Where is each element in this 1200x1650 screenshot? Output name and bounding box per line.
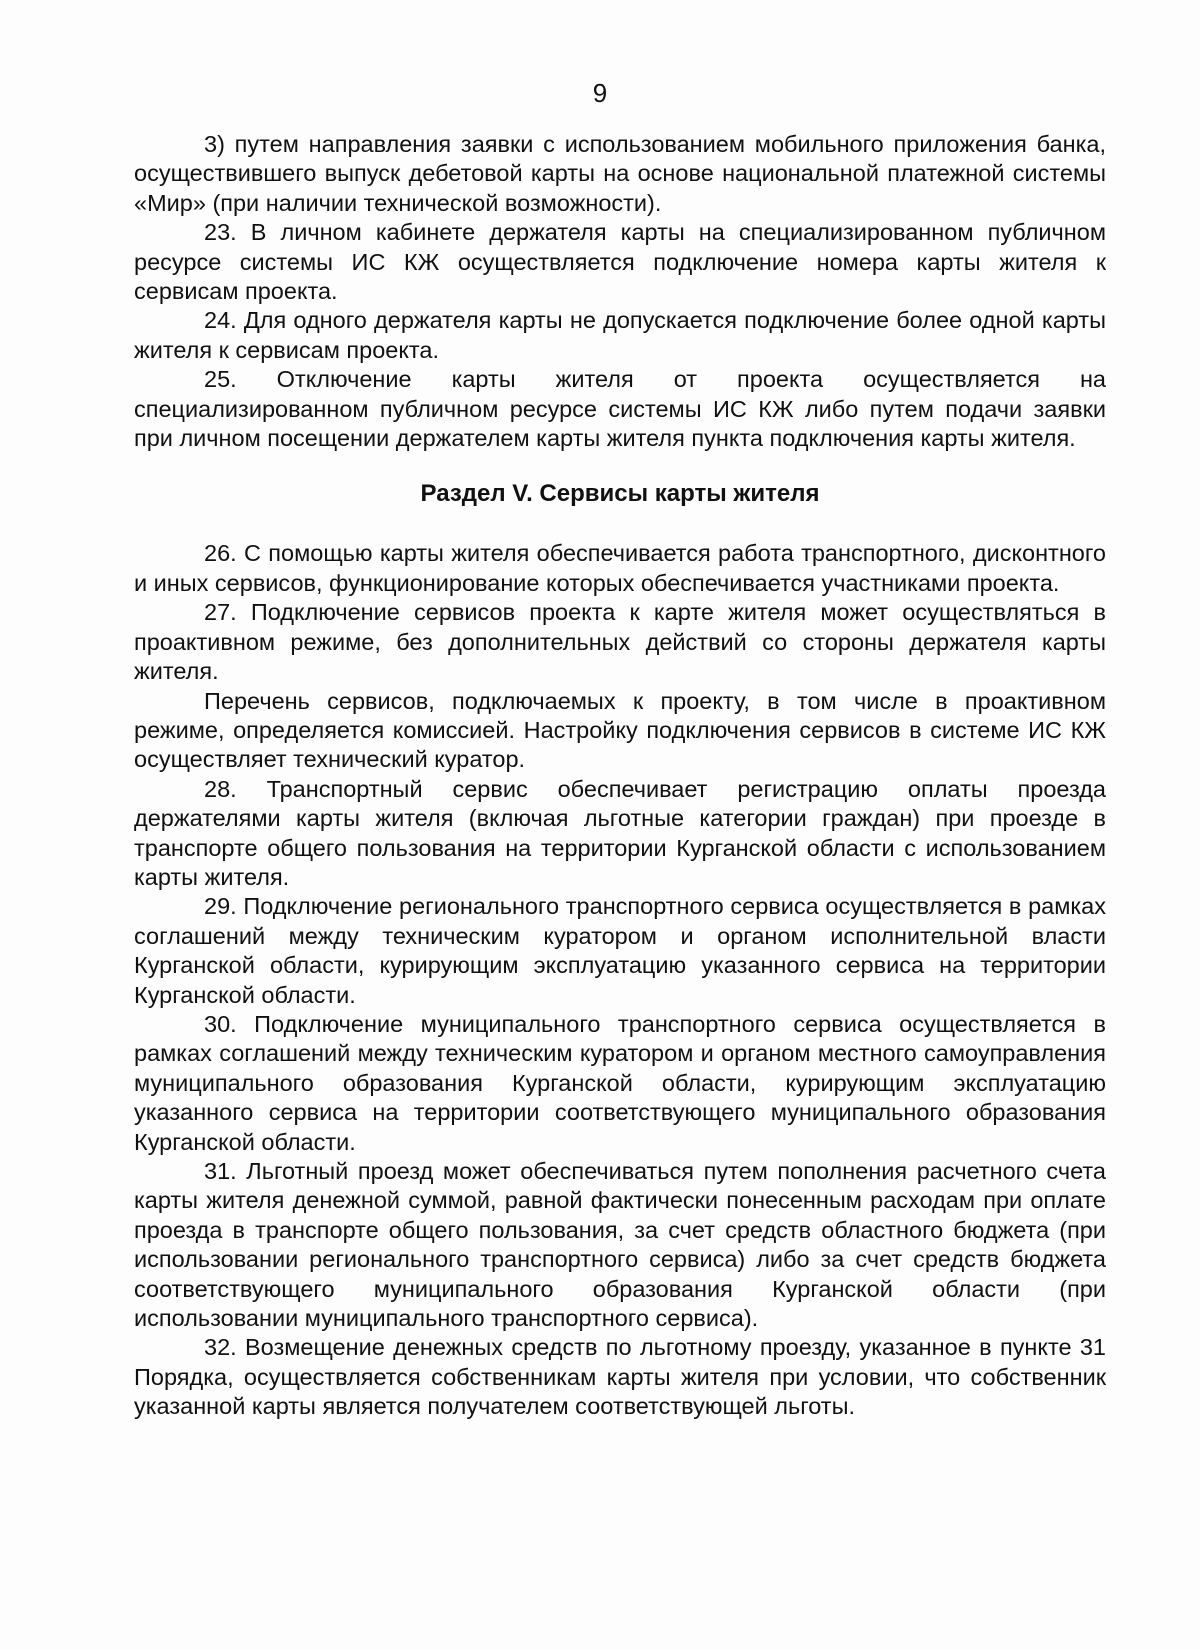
section-heading: Раздел V. Сервисы карты жителя <box>420 480 820 508</box>
document-body <box>134 130 1106 1422</box>
paragraph-26: 26. С помощью карты жителя обеспечивается работа транспортного, дисконтного и иных сервисов, функционирование которых обеспечивается участниками проекта. <box>134 540 1106 596</box>
page-number: 9 <box>592 78 608 108</box>
paragraph-item-3: 3) путем направления заявки с использованием мобильного приложения банка, осуществившего выпуск дебетовой карты на основе национальной платежной системы «Мир» (при наличии технической возможности). <box>134 131 1106 216</box>
paragraph-24: 24. Для одного держателя карты не допускается подключение более одной карты жителя к сервисам проекта. <box>134 307 1106 363</box>
paragraph-29: 29. Подключение регионального транспортного сервиса осуществляется в рамках соглашений между техническим куратором и органом исполнительной власти Курганской области, курирующим эксплуатацию указанного сервиса на территории Курганской области. <box>134 893 1106 1008</box>
paragraph-23: 23. В личном кабинете держателя карты на специализированном публичном ресурсе системы ИС КЖ осуществляется подключение номера карты жителя к сервисам проекта. <box>134 219 1106 305</box>
paragraph-28: 28. Транспортный сервис обеспечивает регистрацию оплаты проезда держателями карты жителя (включая льготные категории граждан) при проезде в транспорте общего пользования на территории Курганской области с использованием карты жителя. <box>134 775 1106 890</box>
paragraph-31: 31. Льготный проезд может обеспечиваться путем пополнения расчетного счета карты жителя денежной суммой, равной фактически понесенным расходам при оплате проезда в транспорте общего пользования, за счет средств областного бюджета (при использовании регионального транспортного сервиса) либо за счет средств бюджета соответствующего муниципального образования Курганской области (при использовании муниципального транспортного сервиса). <box>134 1158 1106 1332</box>
paragraph-25: 25. Отключение карты жителя от проекта осуществляется на специализированном публичном ресурсе системы ИС КЖ либо путем подачи заявки при личном посещении держателем карты жителя пункта подключения карты жителя. <box>134 366 1106 452</box>
paragraph-32: 32. Возмещение денежных средств по льготному проезду, указанное в пункте 31 Порядка, осуществляется собственникам карты жителя при условии, что собственник указанной карты является получателем соответствующей льготы. <box>134 1334 1106 1420</box>
paragraph-30: 30. Подключение муниципального транспортного сервиса осуществляется в рамках соглашений между техническим куратором и органом местного самоуправления муниципального образования Курганской области, курирующим эксплуатацию указанного сервиса на территории соответствующего муниципального образования Курганской области. <box>134 1010 1106 1155</box>
paragraph-27-continuation: Перечень сервисов, подключаемых к проекту, в том числе в проактивном режиме, определяется комиссией. Настройку подключения сервисов в системе ИС КЖ осуществляет технический куратор. <box>134 687 1106 773</box>
paragraph-27: 27. Подключение сервисов проекта к карте жителя может осуществляться в проактивном режиме, без дополнительных действий со стороны держателя карты жителя. <box>134 599 1106 685</box>
